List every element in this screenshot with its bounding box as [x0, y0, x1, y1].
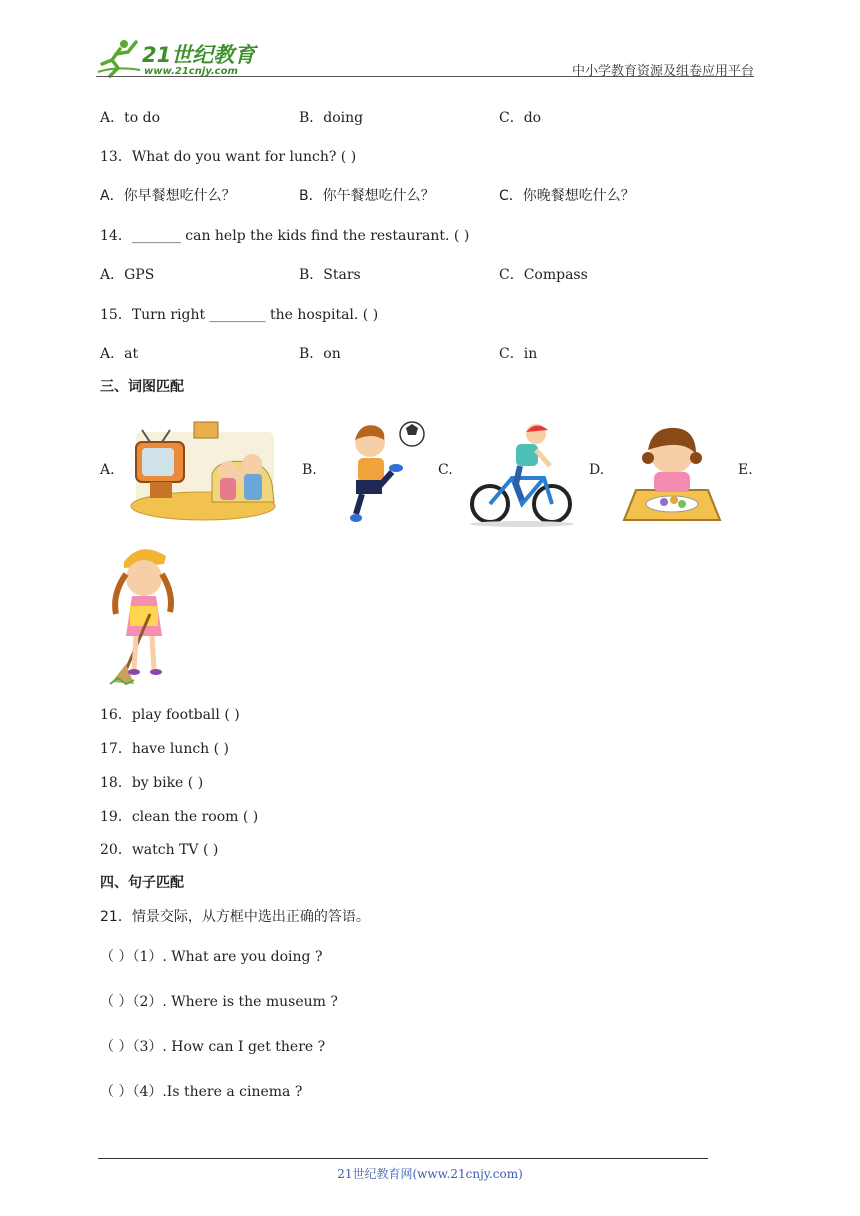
logo-sub-text: www.21cnjy.com — [144, 66, 238, 77]
matching-item-17: 17．have lunch ( ) — [100, 741, 230, 757]
section3-title: 三、词图匹配 — [100, 379, 184, 395]
q12-option-a: A．to do — [100, 110, 161, 126]
q14-option-c: C．Compass — [499, 267, 588, 283]
footer-divider — [98, 1158, 708, 1159]
picture-label-a: A. — [100, 462, 115, 478]
q13-option-a: A．你早餐想吃什么？ — [100, 188, 236, 204]
q12-option-b: B．doing — [299, 110, 364, 126]
girl-having-lunch-picture — [622, 424, 722, 524]
picture-label-c: C. — [438, 462, 453, 478]
dialogue-item-2: （ ）（2）. Where is the museum ? — [100, 994, 338, 1010]
dialogue-item-1: （ ）（1）. What are you doing ? — [100, 949, 323, 965]
header-platform-text: 中小学教育资源及组卷应用平台 — [571, 64, 754, 79]
matching-item-16: 16．play football ( ) — [100, 707, 240, 723]
picture-label-e: E. — [738, 462, 753, 478]
matching-item-18: 18．by bike ( ) — [100, 775, 204, 791]
q13-stem: 13．What do you want for lunch? ( ) — [100, 149, 357, 165]
q13-option-b: B．你午餐想吃什么？ — [299, 188, 435, 204]
matching-item-19: 19．clean the room ( ) — [100, 809, 259, 825]
header-divider — [96, 76, 754, 77]
q14-option-a: A．GPS — [100, 267, 155, 283]
footer-link[interactable]: 21世纪教育网(www.21cnjy.com) — [337, 1167, 523, 1181]
q15-option-b: B．on — [299, 346, 341, 362]
matching-item-20: 20．watch TV ( ) — [100, 842, 219, 858]
q14-option-b: B．Stars — [299, 267, 361, 283]
family-watching-tv-picture — [128, 418, 278, 522]
q15-option-c: C．in — [499, 346, 538, 362]
girl-cleaning-room-picture — [104, 544, 184, 688]
q13-option-c: C．你晚餐想吃什么？ — [499, 188, 635, 204]
picture-label-d: D. — [589, 462, 605, 478]
picture-label-b: B. — [302, 462, 317, 478]
q15-option-a: A．at — [100, 346, 139, 362]
dialogue-item-3: （ ）（3）. How can I get there ? — [100, 1039, 326, 1055]
q14-stem: 14．_______ can help the kids find the restaurant. ( ) — [100, 228, 470, 244]
site-logo — [96, 38, 266, 78]
section4-title: 四、句子匹配 — [100, 875, 184, 891]
q12-option-c: C．do — [499, 110, 542, 126]
q21-instruction: 21．情景交际，从方框中选出正确的答语。 — [100, 909, 370, 925]
riding-bike-picture — [466, 420, 578, 528]
logo-main-text: 21世纪教育 — [142, 43, 256, 67]
dialogue-item-4: （ ）（4）.Is there a cinema ? — [100, 1084, 303, 1100]
boy-playing-football-picture — [342, 420, 426, 524]
q15-stem: 15．Turn right ________ the hospital. ( ) — [100, 307, 379, 323]
